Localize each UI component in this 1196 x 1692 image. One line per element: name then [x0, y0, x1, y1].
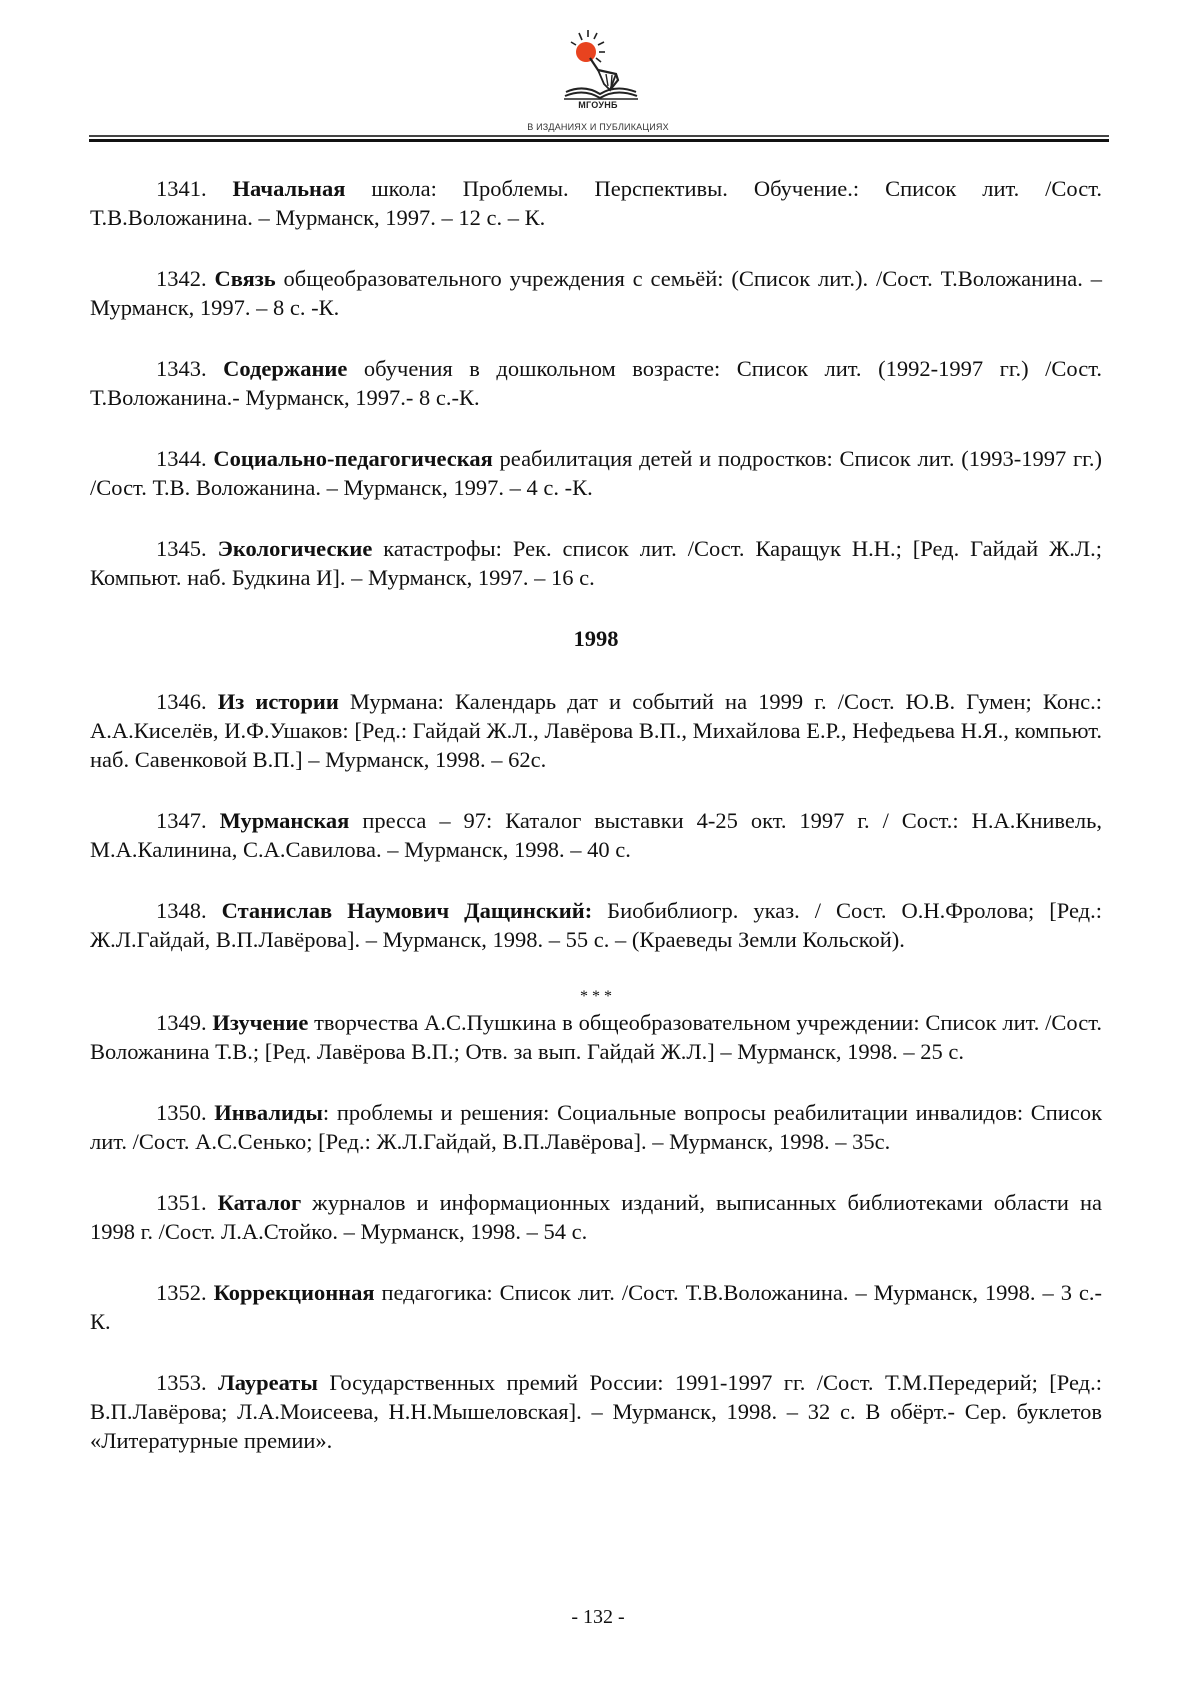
- deer-on-book-icon: [560, 18, 640, 100]
- entry-text: журналов и информационных изданий, выписанных библиотеками области на 1998 г. /Сост. Л.А.Стойко. – Мурманск, 1998. – 54 с.: [90, 1190, 1102, 1244]
- entry-number: 1353.: [156, 1370, 207, 1395]
- entry-text: пресса – 97: Каталог выставки 4-25 окт. 1997 г. / Сост.: Н.А.Книвель, М.А.Калинина, С.А.Савилова. – Мурманск, 1998. – 40 с.: [90, 808, 1102, 862]
- bibliography-list: [90, 174, 1102, 1487]
- section-separator: * * *: [580, 988, 612, 1005]
- entry-title: Из истории: [217, 689, 339, 714]
- entry-title: Мурманская: [219, 808, 350, 833]
- entry-text: реабилитация детей и подростков: Список лит. (1993-1997 гг.) /Сост. Т.В. Воложанина. – Мурманск, 1997. – 4 с. -К.: [90, 446, 1102, 500]
- entry-text: Мурмана: Календарь дат и событий на 1999 г. /Сост. Ю.В. Гумен; Конс.: А.А.Киселёв, И.Ф.Ушаков: [Ред.: Гайдай Ж.Л., Лавёрова В.П., Михайлова Е.Р., Нефедьева Н.Я., компьют. наб. Савенковой В.П.] – Мурманск, 1998. – 62с.: [90, 689, 1102, 772]
- bibliography-entry: [90, 1188, 1102, 1246]
- header-rule-thin: [89, 135, 1109, 137]
- entry-title: Связь: [214, 266, 276, 291]
- entry-title: Коррекционная: [213, 1280, 375, 1305]
- entry-title: Социально-педагогическая: [213, 446, 493, 471]
- entry-text: творчества А.С.Пушкина в общеобразовательном учреждении: Список лит. /Сост. Воложанина Т.В.; [Ред. Лавёрова В.П.; Отв. за вып. Гайдай Ж.Л.] – Мурманск, 1998. – 25 с.: [90, 1010, 1102, 1064]
- bibliography-entry: [90, 354, 1102, 412]
- entry-number: 1346.: [156, 689, 207, 714]
- bibliography-entry: [90, 687, 1102, 774]
- entry-text: Государственных премий России: 1991-1997 гг. /Сост. Т.М.Передерий; [Ред.: В.П.Лавёрова; Л.А.Моисеева, Н.Н.Мышеловская]. – Мурманск, 1998. – 32 с. В обёрт.- Сер. буклетов «Литературные премии».: [90, 1370, 1102, 1453]
- entry-number: 1351.: [156, 1190, 207, 1215]
- entry-text: школа: Проблемы. Перспективы. Обучение.: Список лит. /Сост. Т.В.Воложанина. – Мурманск, 1997. – 12 с. – К.: [90, 176, 1102, 230]
- entry-number: 1342.: [156, 266, 207, 291]
- entry-text: обучения в дошкольном возрасте: Список лит. (1992-1997 гг.) /Сост. Т.Воложанина.- Мурманск, 1997.- 8 с.-К.: [90, 356, 1102, 410]
- entry-title: Каталог: [217, 1190, 302, 1215]
- entry-title: Содержание: [223, 356, 348, 381]
- entry-text: общеобразовательного учреждения с семьёй: (Список лит.). /Сост. Т.Воложанина. – Мурманск, 1997. – 8 с. -К.: [90, 266, 1103, 320]
- entry-number: 1341.: [156, 176, 207, 201]
- bibliography-entry: [90, 264, 1102, 322]
- entry-number: 1349.: [156, 1010, 207, 1035]
- entry-text: педагогика: Список лит. /Сост. Т.В.Воложанина. – Мурманск, 1998. – 3 с.- К.: [90, 1280, 1103, 1334]
- library-logo: [560, 18, 640, 100]
- entry-number: 1352.: [156, 1280, 207, 1305]
- entry-title: Станислав Наумович Дащинский:: [221, 898, 593, 923]
- entry-title: Начальная: [232, 176, 346, 201]
- entry-number: 1350.: [156, 1100, 207, 1125]
- bibliography-entry: [90, 1278, 1102, 1336]
- sun-accent: [576, 42, 596, 62]
- entry-text: : проблемы и решения: Социальные вопросы реабилитации инвалидов: Список лит. /Сост. А.С.Сенько; [Ред.: Ж.Л.Гайдай, В.П.Лавёрова]. – Мурманск, 1998. – 35с.: [90, 1100, 1102, 1154]
- bibliography-entry: [90, 534, 1102, 592]
- entry-title: Экологические: [217, 536, 373, 561]
- entry-title: Изучение: [212, 1010, 309, 1035]
- entry-number: 1343.: [156, 356, 207, 381]
- header-rule-thick: [89, 139, 1109, 142]
- bibliography-entry: [90, 444, 1102, 502]
- entry-number: 1348.: [156, 898, 207, 923]
- bibliography-entry: [90, 1368, 1102, 1455]
- page-number: - 132 -: [571, 1606, 625, 1628]
- entry-title: Инвалиды: [214, 1100, 323, 1125]
- entry-text: катастрофы: Рек. список лит. /Сост. Каращук Н.Н.; [Ред. Гайдай Ж.Л.; Компьют. наб. Будкина И]. – Мурманск, 1997. – 16 с.: [90, 536, 1102, 590]
- page-header: [0, 0, 1196, 150]
- entry-number: 1345.: [156, 536, 207, 561]
- bibliography-entry: [90, 174, 1102, 232]
- year-heading: 1998: [573, 626, 619, 651]
- bibliography-entry: [90, 1098, 1102, 1156]
- entry-text: Биобиблиогр. указ. / Сост. О.Н.Фролова; [Ред.: Ж.Л.Гайдай, В.П.Лавёрова]. – Мурманск, 1998. – 55 с. – (Краеведы Земли Кольской).: [90, 898, 1102, 952]
- entry-number: 1347.: [156, 808, 207, 833]
- bibliography-entry: [90, 896, 1102, 954]
- bibliography-entry: [90, 806, 1102, 864]
- entry-number: 1344.: [156, 446, 207, 471]
- entry-title: Лауреаты: [218, 1370, 318, 1395]
- library-name: МГОУНБ: [578, 100, 618, 110]
- header-subtitle: В ИЗДАНИЯХ И ПУБЛИКАЦИЯХ: [527, 122, 669, 132]
- bibliography-entry: [90, 1008, 1102, 1066]
